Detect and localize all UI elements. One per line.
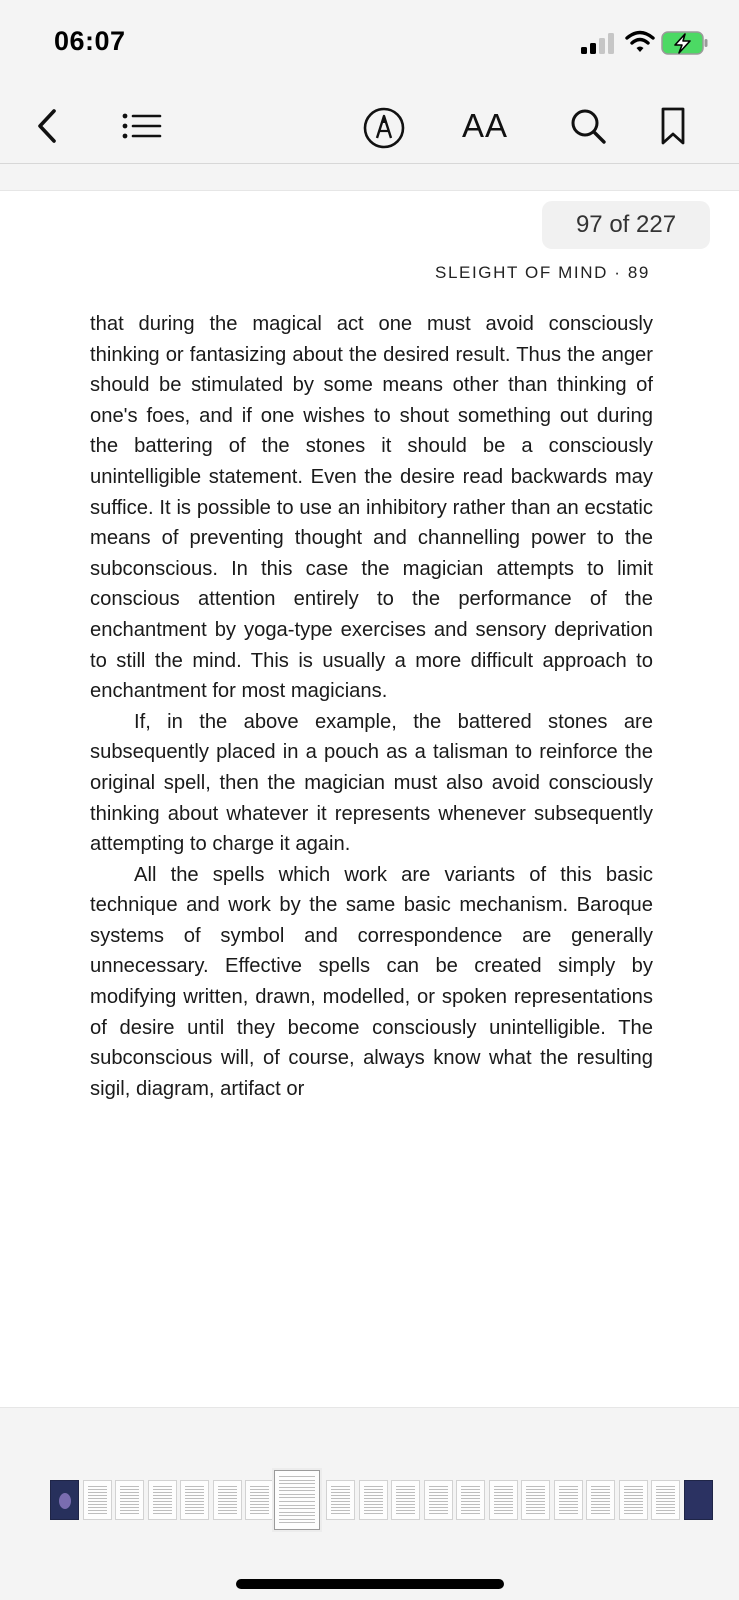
page-thumbnail[interactable]: [619, 1480, 648, 1520]
bookmark-icon[interactable]: [660, 106, 686, 146]
page-thumbnail[interactable]: [274, 1470, 320, 1530]
page-thumbnail[interactable]: [586, 1480, 615, 1520]
status-time: 06:07: [54, 26, 126, 56]
pen-circle-icon[interactable]: [362, 106, 406, 150]
paragraph: All the spells which work are variants of this basic technique and work by the same basic mechanism. Baroque systems of symbol and correspondence are generally unnecessary. Effective spells can be created simply by modifying written, drawn, modelled, or spoken representations of desire until they become consciously unintelligible. The subconscious will, of course, always know what the resulting sigil, diagram, artifact or: [90, 863, 653, 1100]
reader-toolbar: [0, 90, 739, 164]
page-thumbnail-strip[interactable]: [0, 1452, 739, 1532]
page-thumbnail[interactable]: [359, 1480, 388, 1520]
page-thumbnail[interactable]: [326, 1480, 355, 1520]
battery-charging-icon: [661, 30, 709, 56]
page-thumbnail[interactable]: [684, 1480, 713, 1520]
search-icon[interactable]: [568, 106, 608, 146]
page-thumbnail[interactable]: [651, 1480, 680, 1520]
page-thumbnail[interactable]: [148, 1480, 177, 1520]
signal-icon: [581, 32, 619, 54]
page-indicator: 97 of 227: [542, 201, 710, 249]
page-thumbnail[interactable]: [489, 1480, 518, 1520]
page-thumbnail[interactable]: [50, 1480, 79, 1520]
wifi-icon: [625, 30, 655, 54]
paragraph: that during the magical act one must avoid consciously thinking or fantasizing about the desired result. Thus the anger should be stimulated by some means other than thinking of one's foes, and if one wishes to shout something out during the battering of the stones it should be a consciously unintelligible statement. Even the desire read backwards may suffice. It is possible to use an inhibitory rather than an ecstatic means of preventing thought and channelling power to the subconscious. In this case the magician attempts to limit conscious attention entirely to the performance of the enchantment by yoga-type exercises and sensory deprivation to still the mind. This is usually a more difficult approach to enchantment for most magicians.: [90, 313, 653, 703]
paragraph: If, in the above example, the battered stones are subsequently placed in a pouch as a talisman to reinforce the original spell, then the magician must also avoid consciously thinking about whatever it represents whenever subsequently attempting to charge it again.: [90, 710, 653, 856]
list-icon[interactable]: [120, 108, 164, 144]
page-thumbnail[interactable]: [83, 1480, 112, 1520]
page-thumbnail[interactable]: [180, 1480, 209, 1520]
text-size-button[interactable]: AA: [462, 107, 509, 144]
chevron-left-icon[interactable]: [32, 106, 62, 146]
page-thumbnail[interactable]: [424, 1480, 453, 1520]
running-header: SLEIGHT OF MIND · 89: [435, 263, 650, 282]
book-page[interactable]: [0, 190, 739, 1408]
page-body: [90, 309, 653, 1104]
page-thumbnail[interactable]: [521, 1480, 550, 1520]
page-thumbnail[interactable]: [213, 1480, 242, 1520]
page-thumbnail[interactable]: [245, 1480, 274, 1520]
page-thumbnail[interactable]: [391, 1480, 420, 1520]
page-thumbnail[interactable]: [456, 1480, 485, 1520]
status-bar: [0, 0, 739, 90]
page-thumbnail[interactable]: [115, 1480, 144, 1520]
home-indicator: [236, 1579, 504, 1589]
page-thumbnail[interactable]: [554, 1480, 583, 1520]
